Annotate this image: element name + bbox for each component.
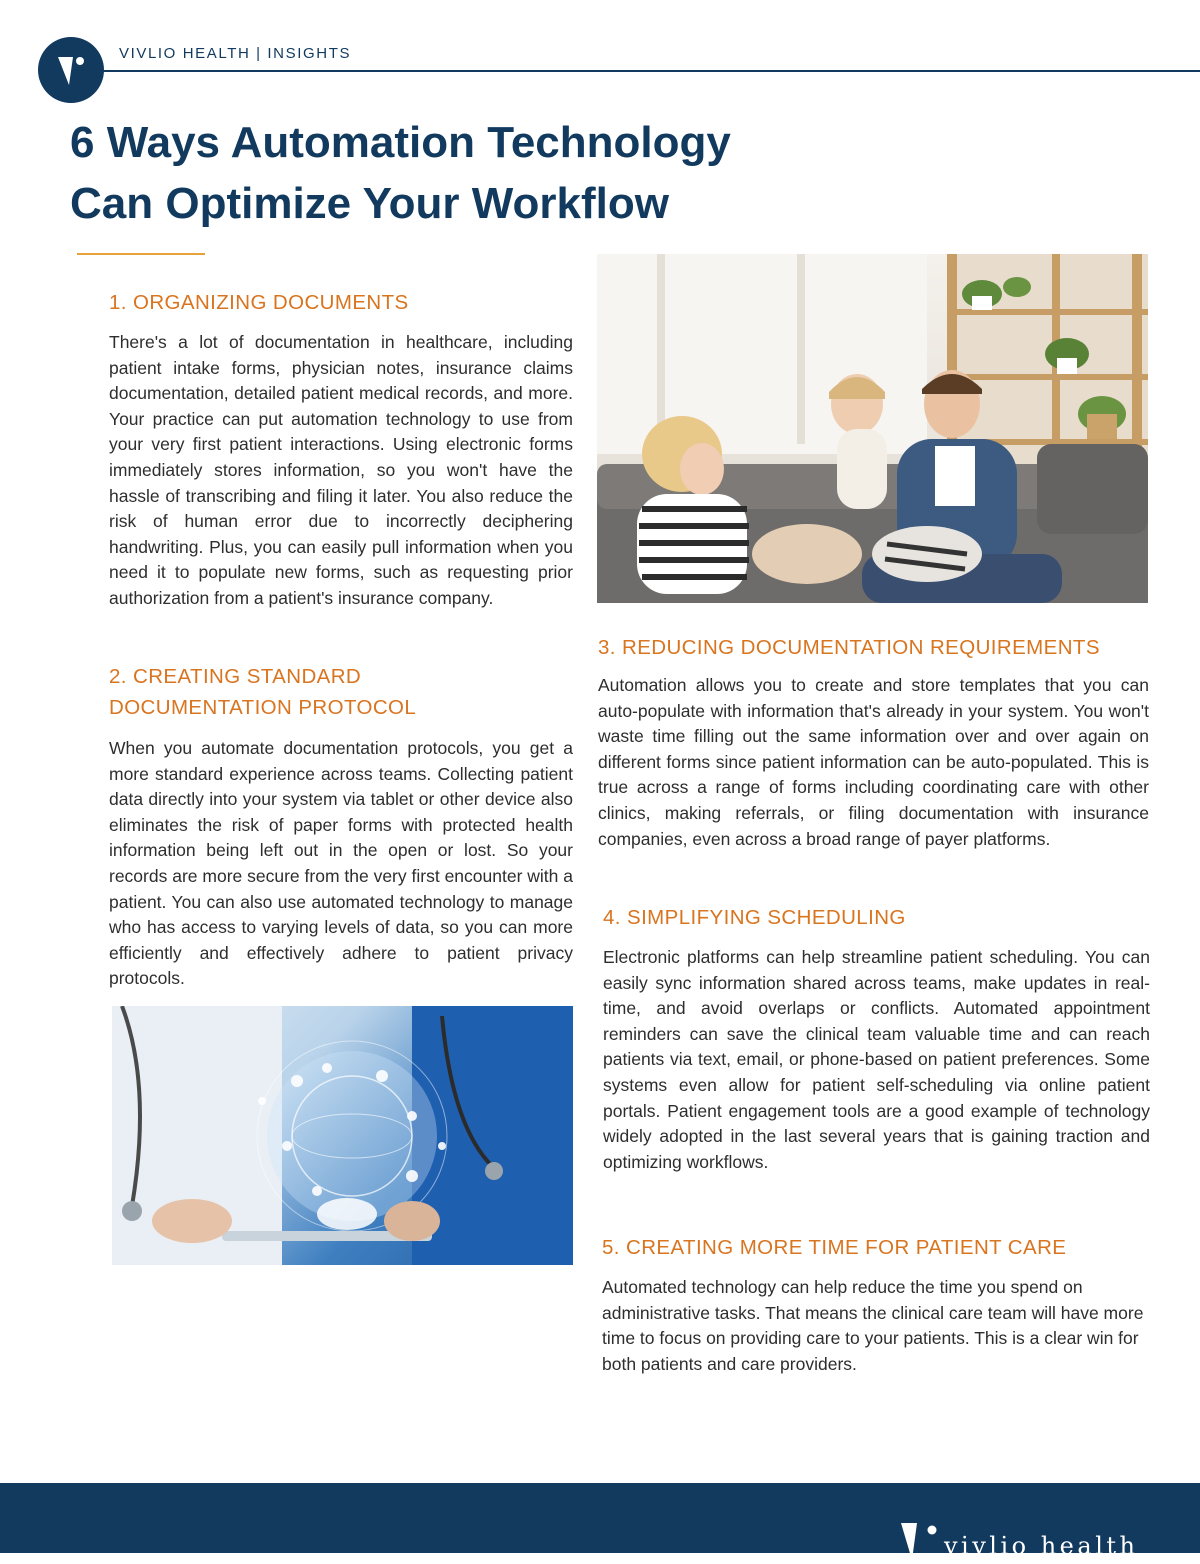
medical-technology-photo [112, 1006, 573, 1265]
title-line-1: 6 Ways Automation Technology [70, 118, 731, 167]
logo-icon [38, 37, 104, 103]
section-heading [598, 632, 1149, 663]
section-body: Automated technology can help reduce the time you spend on administrative tasks. That means the clinical care team will have more time to focus on providing care to your patients. This is a clear win for both patients and care providers. [602, 1277, 1144, 1374]
section-body: Electronic platforms can help streamline patient scheduling. You can easily sync information shared across teams, make updates in real-time, and avoid overlaps or conflicts. Automated appointment reminders can save the clinical team valuable time and can reach patients via text, email, or phone-based on patient preferences. Some systems even allow for patient self-scheduling via online patient portals. Patient engagement tools are a good example of technology widely adopted in the last several years that is gaining traction and optimizing workflows. [603, 947, 1150, 1172]
header-divider [100, 70, 1200, 72]
section-heading-line: 2. CREATING STANDARD [109, 665, 362, 688]
section-heading-line: 5. CREATING MORE TIME FOR PATIENT CARE [602, 1236, 1067, 1259]
medical-photo-illustration [112, 1006, 573, 1265]
page-title [70, 112, 970, 234]
title-accent-rule [77, 253, 205, 255]
section-heading-line: 3. REDUCING DOCUMENTATION REQUIREMENTS [598, 636, 1100, 659]
logo-mark-icon [38, 37, 104, 103]
section-body: When you automate documentation protocols, you get a more standard experience across teams. Collecting patient data directly into your system via tablet or other device also eliminates the risk of paper forms with protected health information being left out in the open or lost. So your records are more secure from the very first encounter with a patient. You can also use automated technology to manage who has access to varying levels of data, so you can more efficiently and effectively adhere to patient privacy protocols. [109, 738, 573, 989]
section-more-time-patient-care [602, 1232, 1150, 1377]
section-heading [109, 287, 573, 318]
section-heading-line: 1. ORGANIZING DOCUMENTS [109, 291, 409, 314]
section-heading-line: 4. SIMPLIFYING SCHEDULING [603, 906, 906, 929]
section-heading [603, 902, 1150, 933]
family-photo [597, 254, 1148, 603]
section-standard-protocol [109, 661, 573, 992]
section-simplifying-scheduling [603, 902, 1150, 1175]
title-line-2: Can Optimize Your Workflow [70, 179, 669, 228]
header-brand-line: VIVLIO HEALTH | INSIGHTS [119, 45, 352, 62]
section-reducing-documentation [598, 632, 1149, 852]
section-body: Automation allows you to create and store templates that you can auto-populate with information that's already in your system. You won't waste time filling out the same information over and over again on different forms since patient information can be auto-populated. This is true across a range of forms including coordinating care with other clinics, making referrals, or filing documentation with insurance companies, even across a broad range of payer platforms. [598, 675, 1149, 849]
section-heading [109, 661, 573, 723]
footer-brand-name: vivlio health [944, 1532, 1139, 1560]
section-heading [602, 1232, 1150, 1263]
section-body: There's a lot of documentation in healthcare, including patient intake forms, physician notes, insurance claims documentation, detailed patient medical records, and more. Your practice can put automation technology to use from your very first patient interactions. Using electronic forms immediately stores information, so you won't have the hassle of transcribing and filing it later. You also reduce the risk of human error due to incorrectly deciphering handwriting. Plus, you can easily pull information when you need it to populate new forms, such as requesting prior authorization from a patient's insurance company. [109, 332, 573, 608]
family-photo-illustration [597, 254, 1148, 603]
section-organizing-documents [109, 287, 573, 612]
footer-logo-icon [898, 1520, 942, 1564]
section-heading-line: DOCUMENTATION PROTOCOL [109, 696, 417, 719]
